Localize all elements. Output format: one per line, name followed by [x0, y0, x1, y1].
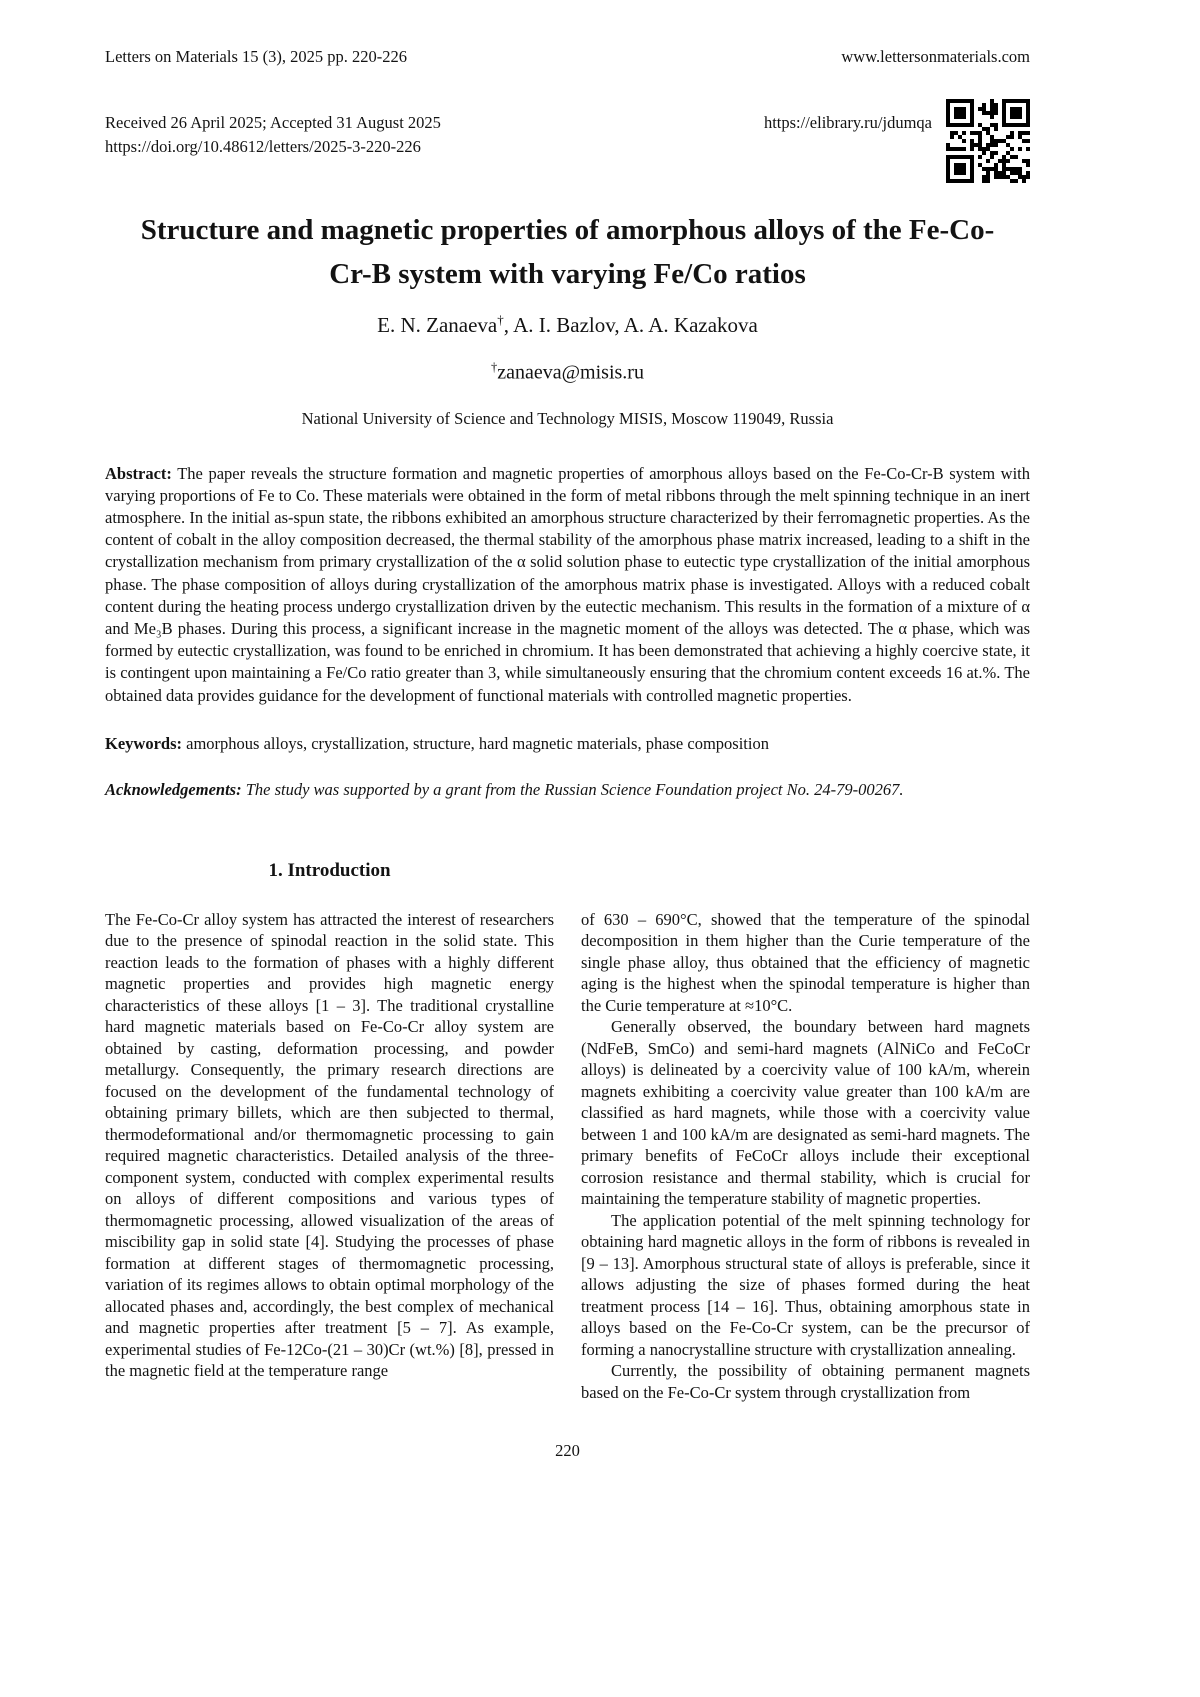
article-title: Structure and magnetic properties of amorphous alloys of the Fe-Co-Cr-B system with varying Fe/Co ratios — [140, 214, 995, 290]
acknowledgements-label: Acknowledgements: — [105, 779, 242, 799]
affiliation-line: National University of Science and Technology MISIS, Moscow 119049, Russia — [301, 408, 834, 428]
elibrary-link[interactable]: https://elibrary.ru/jdumqa — [763, 113, 932, 132]
authors-line — [105, 312, 1030, 338]
author-name-first: E. N. Zanaeva — [377, 313, 498, 337]
qr-code-icon — [946, 99, 1030, 183]
doi-link[interactable]: https://doi.org/10.48612/letters/2025-3-220-226 — [105, 137, 421, 156]
column-left — [105, 859, 554, 1404]
journal-website-link[interactable]: www.lettersonmaterials.com — [841, 47, 1030, 66]
author-names-rest: , A. I. Bazlov, A. A. Kazakova — [503, 313, 758, 337]
dates-and-doi — [105, 111, 441, 159]
abstract-label: Abstract: — [105, 463, 172, 483]
intro-paragraph-left: The Fe-Co-Cr alloy system has attracted the interest of researchers due to the presence of spinodal reaction in the solid state. This reaction leads to the formation of phases with a highly different magnetic properties and provides high magnetic energy characteristics of these alloys [1 – 3]. The traditional crystalline hard magnetic materials based on Fe-Co-Cr alloy system are obtained by casting, deformation processing, and powder metallurgy. Consequently, the primary research directions are focused on the development of the fundamental technology of obtaining primary billets, which are then subjected to thermal, thermodeformational and/or thermomagnetic processing to gain required magnetic characteristics. Detailed analysis of the three-component system, conducted with complex experimental results on alloys of different compositions and various types of thermomagnetic processing, allowed visualization of the areas of miscibility gap in solid state [4]. Studying the processes of phase formation at different stages of thermomagnetic processing, variation of its regimes allows to obtain optimal morphology of the allocated phases and, accordingly, the best complex of mechanical and magnetic properties after treatment [5 – 7]. As example, experimental studies of Fe-12Co-(21 – 30)Cr (wt.%) [8], pressed in the magnetic field at the temperature range — [105, 909, 554, 1381]
keywords-text: amorphous alloys, crystallization, structure, hard magnetic materials, phase composition — [182, 733, 769, 753]
running-header — [105, 46, 1030, 67]
column-right — [581, 859, 1030, 1404]
email-affiliation-marker: † — [491, 360, 498, 374]
acknowledgements-text: The study was supported by a grant from the Russian Science Foundation project No. 24-79-00267. — [241, 779, 904, 799]
article-meta — [105, 111, 1030, 183]
intro-paragraph-hard-magnets: Generally observed, the boundary between hard magnets (NdFeB, SmCo) and semi-hard magnets (AlNiCo and FeCoCr alloys) is delineated by a coercivity value of 100 kA/m, wherein magnets exhibiting a coercivity value greater than 100 kA/m are classified as hard magnets, while those with a coercivity value between 1 and 100 kA/m are designated as semi-hard magnets. The primary benefits of FeCoCr alloys include their exceptional corrosion resistance and thermal stability, which is crucial for maintaining the temperature stability of magnetic properties. — [581, 1017, 1030, 1209]
introduction-section — [105, 859, 1030, 1404]
elibrary-block — [764, 111, 1030, 183]
corresponding-email[interactable] — [105, 360, 1030, 385]
acknowledgements-paragraph — [105, 779, 1030, 801]
keywords-paragraph — [105, 733, 1030, 755]
author-affiliation-marker: † — [497, 312, 504, 327]
abstract-text: The paper reveals the structure formation and magnetic properties of amorphous alloys based on the Fe-Co-Cr-B system with varying proportions of Fe to Co. These materials were obtained in the form of metal ribbons through the melt spinning technique in an inert atmosphere. In the initial as-spun state, the ribbons exhibited an amorphous structure characterized by their ferromagnetic properties. As the content of cobalt in the alloy composition decreased, the thermal stability of the amorphous phase matrix increased, leading to a shift in the crystallization mechanism from primary crystallization of the α solid solution phase to eutectic type crystallization of the initial amorphous phase. The phase composition of alloys during crystallization of the amorphous matrix phase is investigated. Alloys with a reduced cobalt content during the heating process undergo crystallization driven by the eutectic mechanism. This results in the formation of a mixture of α and Me₃B phases. During this process, a significant increase in the magnetic moment of the alloys was detected. The α phase, which was formed by eutectic crystallization, was found to be enriched in chromium. It has been demonstrated that achieving a highly coercive state, it is contingent upon maintaining a Fe/Co ratio greater than 3, while simultaneously ensuring that the chromium content exceeds 16 at.%. The obtained data provides guidance for the development of functional materials with controlled magnetic properties. — [105, 463, 1030, 705]
keywords-label: Keywords: — [105, 733, 182, 753]
abstract-paragraph — [105, 463, 1030, 707]
journal-citation: Letters on Materials 15 (3), 2025 pp. 220-226 — [105, 47, 407, 66]
intro-paragraph-continuation: of 630 – 690°C, showed that the temperature of the spinodal decomposition in them higher than the Curie temperature of the single phase alloy, thus obtained that the efficiency of magnetic aging is the highest when the spinodal temperature is higher than the Curie temperature at ≈10°C. — [581, 909, 1030, 1015]
received-accepted-dates: Received 26 April 2025; Accepted 31 August 2025 — [105, 113, 441, 132]
intro-paragraph-currently: Currently, the possibility of obtaining permanent magnets based on the Fe-Co-Cr system through crystallization from — [581, 1361, 1030, 1402]
intro-paragraph-melt-spinning: The application potential of the melt spinning technology for obtaining hard magnetic alloys in the form of ribbons is revealed in [9 – 13]. Amorphous structural state of alloys is preferable, since it allows adjusting the size of phases formed during the heat treatment process [14 – 16]. Thus, obtaining amorphous state in alloys based on the Fe-Co-Cr system, can be the precursor of forming a nanocrystalline structure with crystallization annealing. — [581, 1210, 1030, 1359]
page-number: 220 — [555, 1441, 580, 1461]
section-heading-introduction: 1. Introduction — [268, 859, 391, 881]
email-address[interactable]: zanaeva@misis.ru — [497, 361, 644, 384]
